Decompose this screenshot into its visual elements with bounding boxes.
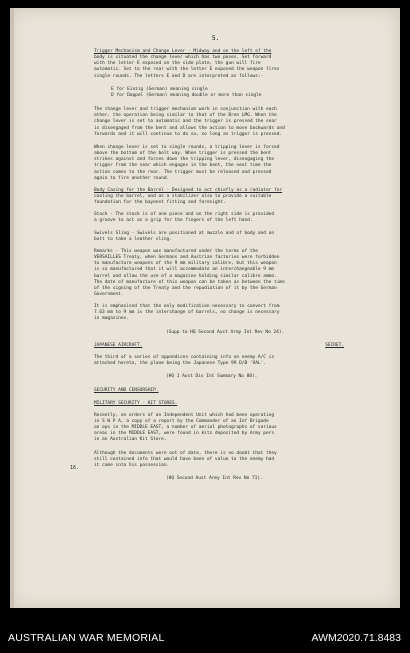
trigger-line-4: single rounds. The letters E and D are interpreted as follows:- — [94, 73, 264, 79]
stock-line-1: a groove to act as a grip for the fingers of the left hand. — [94, 218, 253, 224]
document-page — [10, 8, 400, 608]
change-lever-line-4: forwards and it will continue to do so, so long as trigger is pressed. — [94, 131, 283, 137]
aircraft-line-0: The third of a series of appendices containing info on enemy A/C is — [94, 354, 275, 360]
ed-meanings — [94, 87, 386, 99]
swivels-line-0: Swivels Sling - Swivels are positioned at muzzle and of body and on — [94, 230, 275, 236]
body-casing-paragraph — [94, 188, 386, 206]
recently-line-0: Recently, on orders of an Independent Unit which had been operating — [94, 412, 275, 418]
footer-bar — [0, 614, 410, 653]
emphasis-line-2: in magazines. — [94, 316, 129, 322]
single-rounds-line-0: When change lever is set to single rounds, a tripping lever is forced — [94, 144, 280, 150]
section-number: 16. — [70, 465, 80, 471]
change-lever-line-2: change lever is set to automatic and the trigger is pressed the sear — [94, 119, 277, 125]
trigger-line-2: with the letter E exposed on the side plate, the gun will fire — [94, 61, 261, 67]
body-casing-line-0: Body Casing for the Barrel - Designed to act chiefly as a radiator for — [94, 187, 283, 193]
document-body — [94, 8, 386, 482]
emphasis-line-1: 7.63 mm to 9 mm is the interchange of barrels, no change is necessary — [94, 310, 280, 316]
body-casing-line-2: foundation for the bayonet fitting and foresight. — [94, 200, 226, 206]
aircraft-line-1: attached hereto, the plane being the Japanese Type 99 D/B 'VAL'. — [94, 361, 266, 367]
single-rounds-line-2: strikes against and forces down the tripping lever, disengaging the — [94, 157, 275, 163]
swivels-line-1: butt to take a leather sling. — [94, 236, 172, 242]
aircraft-title: JAPANESE AIRCRAFT. — [94, 342, 143, 348]
although-line-1: still contained info that would have been of value to the enemy had — [94, 456, 275, 462]
single-rounds-line-5: again to fire another round. — [94, 175, 170, 181]
single-rounds-line-1: above the bottom of the bolt way. When trigger is pressed the bent — [94, 151, 272, 157]
recently-line-2: on ops in the MIDDLE EAST, a number of aerial photographs of various — [94, 425, 277, 431]
military-security-title: MILITARY SECURITY - KIT STORES. — [94, 400, 178, 406]
source-reference-1: (Supp to HQ Second Aust Army Int Rev No 24). — [166, 329, 285, 335]
recently-line-4: in an Australian Kit Store. — [94, 437, 167, 443]
remarks-line-1: VERSAILLES Treaty, when Germans and Austrian factories were forbidden — [94, 255, 280, 261]
trigger-line-0: Trigger Mechanism and Change Lever - Midway and on the left of the — [94, 49, 272, 54]
source-reference-2: (HQ 1 Aust Div Int Summary No 88). — [166, 374, 258, 380]
stock-paragraph — [94, 212, 386, 224]
footer-institution: AUSTRALIAN WAR MEMORIAL — [8, 632, 165, 644]
trigger-mechanism-paragraph — [94, 49, 386, 80]
remarks-line-2: to manufacture weapons of the 9 mm military calibre, but this weapon — [94, 261, 277, 267]
section-title-row — [94, 388, 386, 394]
swivels-paragraph — [94, 231, 386, 243]
footer-accession-number: AWM2020.71.8483 — [311, 632, 401, 644]
recently-line-3: areas in the MIDDLE EAST, were found in kits deposited by Army pers — [94, 431, 275, 437]
aircraft-paragraph — [94, 355, 386, 367]
page-spine-edge — [10, 8, 14, 608]
single-rounds-paragraph — [94, 145, 386, 182]
although-line-2: it come into his possession. — [94, 462, 170, 468]
recently-paragraph — [94, 413, 386, 444]
although-paragraph — [94, 451, 386, 469]
body-casing-line-1: cooling the barrel, and as a stabilizer also to provide a suitable — [94, 193, 272, 199]
emphasis-line-0: It is emphasised that the only modification necessary to convert from — [94, 304, 280, 310]
remarks-line-0: Remarks - This weapon was manufactured under the terms of the — [94, 248, 258, 254]
although-line-0: Although the documents were out of date, there is no doubt that they — [94, 450, 277, 456]
remarks-paragraph — [94, 249, 386, 298]
change-lever-line-0: The change lever and trigger mechanism work in conjunction with each — [94, 107, 277, 113]
source-reference-3: (HQ Second Aust Army Int Rev No 71). — [166, 475, 263, 481]
remarks-line-5: The date of manufacture of this weapon can be taken as between the time — [94, 279, 285, 285]
remarks-line-3: is so manufactured that it will accommodate an interchangeable 9 mm — [94, 267, 275, 273]
single-rounds-line-4: action comes to the rear. The trigger must be released and pressed — [94, 169, 272, 175]
remarks-line-7: Government. — [94, 292, 124, 297]
change-lever-line-1: other, the operation being similar to that of the Bren LMG. When the — [94, 113, 277, 119]
trigger-line-3: automatic. Set to the rear with the letter E exposed the weapon fires — [94, 67, 280, 73]
single-rounds-line-3: trigger from the sear which engages in the bent, the next time the — [94, 163, 272, 169]
ed-line-0: E for Einzig (German) meaning single — [111, 86, 208, 92]
recently-line-1: in S W P A, a copy of a report by the Commander of an Inf Brigade — [94, 418, 269, 424]
ed-line-1: D for Doppel (German) meaning double or more than single — [111, 92, 262, 98]
remarks-line-4: barrel and allow the use of a magazine holding similar calibre ammo. — [94, 273, 277, 279]
stock-line-0: Stock - The stock is of one piece and on the right side is provided — [94, 212, 275, 218]
page-number: 5. — [212, 35, 220, 42]
remarks-line-6: of the signing of the Treaty and the repudiation of it by the German — [94, 285, 277, 291]
emphasis-paragraph — [94, 304, 386, 322]
change-lever-paragraph — [94, 107, 386, 138]
secret-label: SECRET. — [325, 342, 344, 348]
change-lever-line-3: is disengaged from the bent and allows the action to move backwards and — [94, 125, 285, 131]
trigger-line-1: body is situated the change lever which has two poses. Set forward — [94, 55, 272, 61]
section-title: SECURITY AND CENSORSHIP. — [94, 388, 159, 394]
